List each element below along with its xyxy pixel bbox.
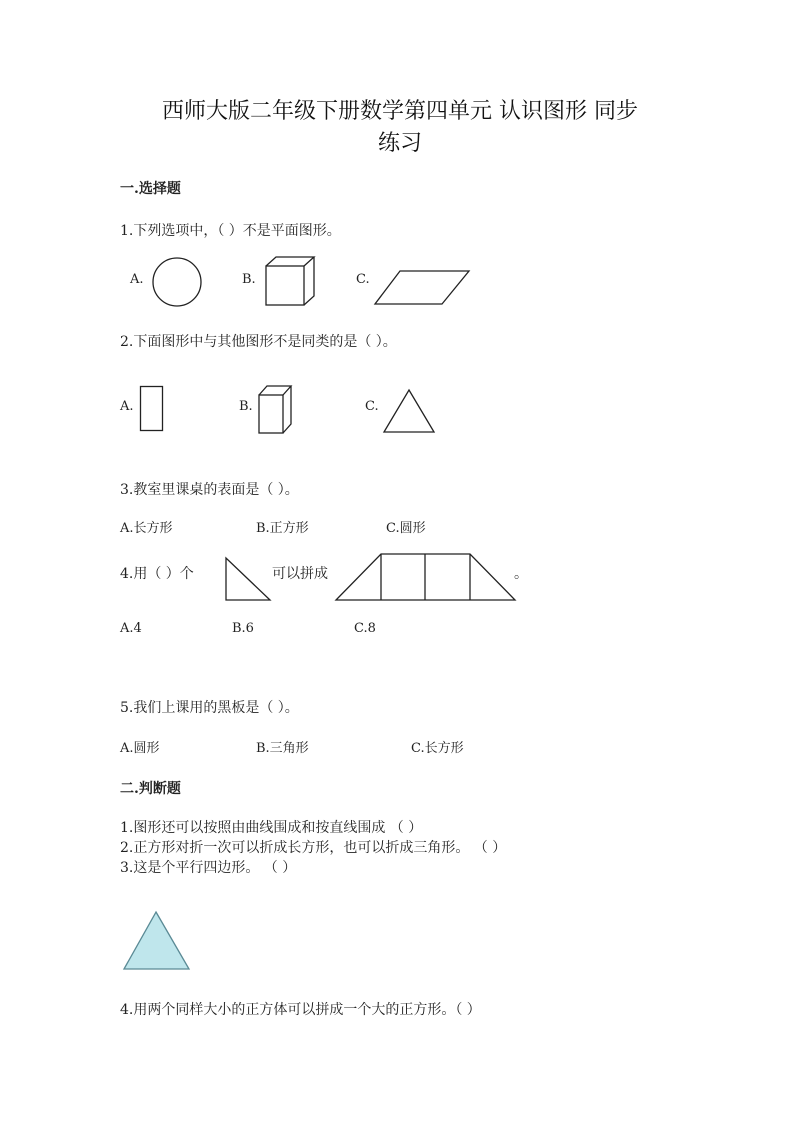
- page-title-line2: 练习: [377, 131, 422, 156]
- q3-option-a: A.长方形: [120, 521, 173, 536]
- page-title: [100, 96, 700, 160]
- question-1: 1.下列选项中，（ ）不是平面图形。: [120, 223, 341, 239]
- question-3: 3.教室里课桌的表面是（ ）。: [120, 482, 299, 498]
- section-heading-judge: 二.判断题: [120, 781, 181, 797]
- q1-parallelogram-shape: [374, 270, 470, 306]
- q5-option-c: C.长方形: [411, 741, 464, 756]
- q4-option-a: A.4: [120, 621, 142, 636]
- q4-trapezoid-shape: [335, 553, 517, 602]
- q2-triangle-shape: [382, 388, 436, 434]
- q1-circle-shape: [152, 257, 202, 307]
- q3-option-c: C.圆形: [386, 521, 426, 536]
- q4-option-b: B.6: [232, 621, 254, 636]
- q1-option-a-label: A.: [130, 272, 144, 287]
- q4-right-triangle-shape: [224, 556, 272, 602]
- question-4-prefix: 4.用（ ）个: [120, 566, 194, 582]
- judge-item-1: 1.图形还可以按照由曲线围成和按直线围成 （ ）: [120, 820, 423, 836]
- question-5: 5.我们上课用的黑板是（ ）。: [120, 700, 299, 716]
- q2-rectangle-shape: [139, 385, 165, 433]
- judge-item-2: 2.正方形对折一次可以折成长方形，也可以折成三角形。 （ ）: [120, 840, 507, 856]
- q2-option-b-label: B.: [239, 399, 253, 414]
- judge-item-3-triangle-figure: [122, 910, 192, 972]
- q1-option-c-label: C.: [356, 272, 370, 287]
- judge-item-3: 3.这是个平行四边形。 （ ）: [120, 860, 297, 876]
- q1-cube-shape: [264, 256, 318, 308]
- q3-option-b: B.正方形: [256, 521, 309, 536]
- q2-cuboid-shape: [257, 384, 293, 436]
- judge-item-4: 4.用两个同样大小的正方体可以拼成一个大的正方形。（ ）: [120, 1002, 481, 1018]
- q1-option-b-label: B.: [242, 272, 256, 287]
- question-4-middle: 可以拼成: [272, 566, 328, 582]
- question-2: 2.下面图形中与其他图形不是同类的是（ ）。: [120, 334, 397, 350]
- q5-option-b: B.三角形: [256, 741, 309, 756]
- q4-option-c: C.8: [354, 621, 376, 636]
- section-heading-choice: 一.选择题: [120, 181, 181, 197]
- question-4-suffix: 。: [514, 566, 528, 582]
- q2-option-a-label: A.: [120, 399, 134, 414]
- page-title-line1: 西师大版二年级下册数学第四单元 认识图形 同步: [162, 99, 638, 124]
- q2-option-c-label: C.: [365, 399, 379, 414]
- q5-option-a: A.圆形: [120, 741, 160, 756]
